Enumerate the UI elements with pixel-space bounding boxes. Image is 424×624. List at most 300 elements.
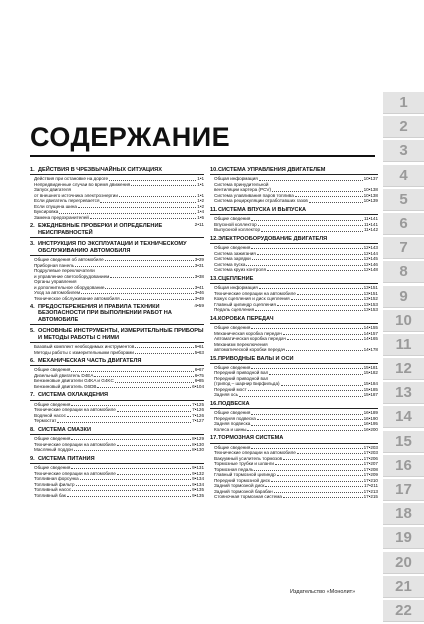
leader-dots <box>75 266 194 267</box>
section-title: СИСТЕМА СМАЗКИ <box>38 426 91 433</box>
entry-title: Система пуска <box>214 261 246 267</box>
entry-title: Технические операции на автомобиле <box>34 441 116 447</box>
leader-dots <box>110 277 193 278</box>
section-title: СЦЕПЛЕНИЕ <box>218 275 254 282</box>
entry-page: 16•190 <box>363 415 378 421</box>
entry-title: Задний тормозной диск <box>214 483 265 489</box>
entry-page: 10•139 <box>363 198 378 204</box>
entry-title: и управление светооборудованием <box>34 273 110 279</box>
entry-page: 12•148 <box>363 267 378 273</box>
leader-dots <box>105 288 193 289</box>
section-header <box>210 401 378 409</box>
section-number: 5. <box>30 328 35 335</box>
entry-title: Технические операции на автомобиле <box>214 290 296 296</box>
entry-page: 3•38 <box>194 273 204 279</box>
leader-dots <box>246 265 362 266</box>
entry-title: Колеса и шины <box>214 426 247 432</box>
entry-page: 8•130 <box>192 441 204 447</box>
chapter-tab-13[interactable]: 13 <box>383 382 424 404</box>
entry-title: Тормозная педаль <box>214 466 254 472</box>
entry-page: 6•85 <box>194 378 204 384</box>
section-header <box>30 392 204 400</box>
section-title: ОСНОВНЫЕ ИНСТРУМЕНТЫ, ИЗМЕРИТЕЛЬНЫЕ ПРИБОРЫ И МЕТОДЫ РАБОТЫ С НИМИ <box>38 328 204 341</box>
entry-page: 16•195 <box>363 421 378 427</box>
leader-dots <box>277 305 363 306</box>
leader-dots <box>257 419 363 420</box>
entry-page: 17•209 <box>363 472 378 478</box>
leader-dots <box>135 353 194 354</box>
section-header <box>210 207 378 215</box>
leader-dots <box>287 339 363 340</box>
entry-page: 9•132 <box>192 470 204 476</box>
section-header <box>30 304 204 325</box>
toc-section <box>210 435 378 499</box>
entry-title: Педаль сцепления <box>214 307 255 313</box>
chapter-tab-17[interactable]: 17 <box>383 479 424 501</box>
toc-entry[interactable] <box>210 227 378 233</box>
leader-dots <box>59 213 196 214</box>
page-title: СОДЕРЖАНИЕ <box>30 122 231 152</box>
entry-page: 16•200 <box>363 426 378 432</box>
entry-page: 13•153 <box>363 307 378 313</box>
toc-section <box>210 276 378 313</box>
toc-entry[interactable] <box>210 392 378 398</box>
toc-section <box>30 167 204 220</box>
leader-dots <box>251 328 362 329</box>
leader-dots <box>71 371 193 372</box>
entry-page: 3•29 <box>194 257 204 263</box>
entry-title: Система круиз контроля <box>214 267 266 273</box>
chapter-tab-4[interactable]: 4 <box>383 165 424 187</box>
leader-dots <box>135 347 193 348</box>
entry-title: Передний приводной вал <box>214 375 269 381</box>
toc-entry[interactable] <box>210 267 378 273</box>
section-title: СИСТЕМА ПИТАНИЯ <box>38 455 95 462</box>
leader-dots <box>269 374 362 375</box>
entry-page: 9•135 <box>192 492 204 498</box>
entry-page: 1•1 <box>197 181 204 187</box>
leader-dots <box>121 299 194 300</box>
entry-page: 15•185 <box>363 386 378 392</box>
entry-page: 17•208 <box>363 466 378 472</box>
entry-page: 15•184 <box>363 381 378 387</box>
title-rule <box>30 155 375 157</box>
entry-page: 11•142 <box>363 227 378 233</box>
entry-title: Передний мост <box>214 386 247 392</box>
section-number: 3. <box>30 241 35 248</box>
toc-section <box>30 241 204 301</box>
toc-section <box>30 427 204 453</box>
toc-entry[interactable] <box>30 418 204 424</box>
entry-page: 1•2 <box>197 198 204 204</box>
leader-dots <box>71 405 191 406</box>
entry-title: Запуск двигателя <box>34 187 71 193</box>
leader-dots <box>94 376 193 377</box>
chapter-tab-21[interactable]: 21 <box>383 576 424 598</box>
entry-title: и дополнительное оборудование <box>34 284 105 290</box>
chapter-tab-14[interactable]: 14 <box>383 406 424 428</box>
entry-page: 17•211 <box>363 483 378 489</box>
entry-page: 13•151 <box>363 290 378 296</box>
toc-section <box>210 236 378 273</box>
section-header <box>30 328 204 343</box>
entry-page: 8•129 <box>192 436 204 442</box>
entry-page: 10•138 <box>363 192 378 198</box>
entry-page: 6•67 <box>194 367 204 373</box>
leader-dots <box>254 470 362 471</box>
section-header <box>30 223 204 238</box>
toc-entry[interactable] <box>30 215 204 221</box>
section-number: 14. <box>210 315 218 322</box>
entry-title: Система улавливания паров топлива <box>214 192 294 198</box>
entry-title: Замена предохранителей <box>34 214 89 220</box>
toc-section <box>30 456 204 498</box>
entry-page: 1•1 <box>197 192 204 198</box>
leader-dots <box>283 497 363 498</box>
entry-page: 8•130 <box>192 447 204 453</box>
entry-title: Кожух сцепления и диск сцепления <box>214 296 290 302</box>
entry-page: 1•2 <box>197 203 204 209</box>
entry-page: 10•137 <box>363 176 378 182</box>
entry-title: Общая информация <box>214 285 258 291</box>
toc-entry[interactable] <box>210 198 378 204</box>
leader-dots <box>74 450 191 451</box>
entry-page: 7•127 <box>192 418 204 424</box>
leader-dots <box>247 430 362 431</box>
leader-dots <box>90 218 196 219</box>
toc-entry[interactable] <box>30 493 204 499</box>
section-number: 16. <box>210 400 218 407</box>
chapter-tab-16[interactable]: 16 <box>383 455 424 477</box>
entry-title: Общие сведения <box>214 325 251 331</box>
chapter-tab-9[interactable]: 9 <box>383 286 424 308</box>
entry-title: Задняя ось <box>214 392 239 398</box>
entry-page: 6•104 <box>192 383 204 389</box>
entry-page: 12•143 <box>363 245 378 251</box>
section-title: ЭЛЕКТРООБОРУДОВАНИЕ ДВИГАТЕЛЯ <box>218 235 328 242</box>
leader-dots <box>258 225 363 226</box>
entry-title: Стояночная тормозная система <box>214 494 282 500</box>
chapter-tab-12[interactable]: 12 <box>383 358 424 380</box>
leader-dots <box>97 387 191 388</box>
leader-dots <box>252 259 363 260</box>
leader-dots <box>248 390 363 391</box>
leader-dots <box>257 254 363 255</box>
chapter-tab-1[interactable]: 1 <box>383 92 424 114</box>
entry-title: Дизельный двигатель D4EA <box>34 372 94 378</box>
entry-title: Общие сведения <box>214 444 251 450</box>
section-number: 15. <box>210 355 218 362</box>
section-header <box>30 427 204 435</box>
section-title: ПРЕДОСТЕРЕЖЕНИЯ И ПРАВИЛА ТЕХНИКИ БЕЗОПАСНОСТИ ПРИ ВЫПОЛНЕНИИ РАБОТ НА АВТОМОБИЛЕ <box>38 304 172 323</box>
entry-title: Непредвиденные случаи во время движения <box>34 181 131 187</box>
entry-title: Передний приводной вал <box>214 370 269 376</box>
section-header <box>210 167 378 175</box>
chapter-tab-22[interactable]: 22 <box>383 600 424 622</box>
entry-title: Базовый комплект необходимых инструментов <box>34 344 135 350</box>
entry-title: Задняя подвеска <box>214 421 251 427</box>
chapter-tab-3[interactable]: 3 <box>383 140 424 162</box>
entry-page: 9•135 <box>192 487 204 493</box>
entry-title: Механическая коробка передач <box>214 330 282 336</box>
section-header <box>210 276 378 284</box>
leader-dots <box>117 474 191 475</box>
entry-title: Топливная форсунка <box>34 476 79 482</box>
entry-title: Главный цилиндр сцепления <box>214 301 276 307</box>
entry-page: 17•203 <box>363 444 378 450</box>
entry-title: Общие сведения <box>214 410 251 416</box>
section-page: 2•11 <box>194 223 204 229</box>
section-number: 2. <box>30 223 35 230</box>
entry-title: Выпускной коллектор <box>214 227 260 233</box>
section-header <box>210 356 378 364</box>
leader-dots <box>309 202 363 203</box>
entry-title: Водяной насос <box>34 412 66 418</box>
toc-column-right <box>210 167 378 503</box>
entry-title: Вакуумный усилитель тормозов <box>214 455 283 461</box>
entry-title: Приборная панель <box>34 262 75 268</box>
leader-dots <box>251 448 362 449</box>
chapter-tab-5[interactable]: 5 <box>383 189 424 211</box>
section-header <box>30 358 204 366</box>
toc-section <box>30 304 204 325</box>
toc-section <box>210 207 378 233</box>
leader-dots <box>251 425 362 426</box>
entry-title: Топливный бак <box>34 492 66 498</box>
entry-title: Общие сведения <box>214 364 251 370</box>
chapter-tab-15[interactable]: 15 <box>383 431 424 453</box>
entry-title: Бензиновые двигатели G4KA и G4KC <box>34 378 114 384</box>
entry-title: Бензиновый двигатель G6DB <box>34 383 97 389</box>
section-number: 12. <box>210 235 218 242</box>
entry-title: Механизм переключения <box>214 341 268 347</box>
entry-title: Общие сведения <box>34 436 71 442</box>
section-number: 17. <box>210 435 218 442</box>
section-title: ПОДВЕСКА <box>218 400 250 407</box>
entry-page: 13•152 <box>363 296 378 302</box>
toc-entry[interactable] <box>30 296 204 302</box>
entry-title: от внешнего источника электроэнергии <box>34 192 118 198</box>
leader-dots <box>297 294 363 295</box>
entry-title: Общие сведения <box>34 401 71 407</box>
leader-dots <box>291 299 363 300</box>
chapter-tab-20[interactable]: 20 <box>383 552 424 574</box>
entry-title: Если спущена шина <box>34 203 77 209</box>
entry-page: 14•155 <box>363 325 378 331</box>
entry-title: Органы управления <box>34 279 77 285</box>
entry-page: 15•182 <box>363 370 378 376</box>
entry-page: 5•63 <box>194 349 204 355</box>
toc-section <box>30 223 204 238</box>
entry-page: 12•144 <box>363 250 378 256</box>
entry-page: 7•126 <box>192 412 204 418</box>
entry-title: Техническое обслуживание автомобиля <box>34 295 120 301</box>
leader-dots <box>259 288 363 289</box>
leader-dots <box>275 464 363 465</box>
section-title: ТОРМОЗНАЯ СИСТЕМА <box>218 435 284 442</box>
entry-title: Буксировка <box>34 209 59 215</box>
leader-dots <box>271 481 363 482</box>
entry-page: 7•125 <box>192 401 204 407</box>
entry-page: 1•1 <box>197 176 204 182</box>
entry-page: 15•187 <box>363 392 378 398</box>
entry-page: 17•215 <box>363 494 378 500</box>
entry-title: (трипод – шарнир Бирфильда) <box>214 381 280 387</box>
entry-page: 12•145 <box>363 256 378 262</box>
section-title: ЕЖЕДНЕВНЫЕ ПРОВЕРКИ И ОПРЕДЕЛЕНИЕ НЕИСПРАВНОСТЕЙ <box>38 223 163 236</box>
section-title: КОРОБКА ПЕРЕДАЧ <box>218 315 274 322</box>
section-number: 1. <box>30 167 35 173</box>
leader-dots <box>109 180 196 181</box>
section-number: 9. <box>30 455 35 462</box>
section-number: 10. <box>210 167 218 173</box>
chapter-tab-6[interactable]: 6 <box>383 213 424 235</box>
entry-title: Технические операции на автомобиле <box>214 450 296 456</box>
entry-page: 3•41 <box>194 284 204 290</box>
leader-dots <box>297 453 363 454</box>
entry-title: Топливный насос <box>34 487 72 493</box>
entry-page: 13•151 <box>363 285 378 291</box>
entry-title: Масляный поддон <box>34 447 73 453</box>
toc-section <box>210 316 378 353</box>
section-title: ИНСТРУКЦИЯ ПО ЭКСПЛУАТАЦИИ И ТЕХНИЧЕСКОМУ ОБСЛУЖИВАНИЮ АВТОМОБИЛЯ <box>38 241 187 254</box>
leader-dots <box>71 468 191 469</box>
entry-page: 17•213 <box>363 488 378 494</box>
entry-page: 3•49 <box>194 295 204 301</box>
entry-title: Общая информация <box>214 176 258 182</box>
entry-title: Общие сведения <box>214 216 251 222</box>
leader-dots <box>267 270 363 271</box>
entry-page: 17•207 <box>363 461 378 467</box>
entry-page: 11•141 <box>363 221 378 227</box>
leader-dots <box>115 382 194 383</box>
leader-dots <box>274 492 363 493</box>
entry-page: 16•189 <box>363 410 378 416</box>
entry-page: 1•4 <box>197 209 204 215</box>
entry-title: Автоматическая коробка передач <box>214 336 286 342</box>
toc-column-left <box>30 167 204 501</box>
section-header <box>210 236 378 244</box>
entry-page: 9•134 <box>192 481 204 487</box>
entry-page: 14•165 <box>363 336 378 342</box>
entry-title: Передний тормозной диск <box>214 477 270 483</box>
entry-page: 12•146 <box>363 261 378 267</box>
chapter-tab-2[interactable]: 2 <box>383 116 424 138</box>
leader-dots <box>283 334 363 335</box>
toc-entry[interactable] <box>210 307 378 313</box>
toc-section <box>30 328 204 355</box>
entry-page: 3•46 <box>194 290 204 296</box>
leader-dots <box>131 185 196 186</box>
chapter-tabs <box>383 92 424 624</box>
section-title: МЕХАНИЧЕСКАЯ ЧАСТЬ ДВИГАТЕЛЯ <box>38 358 142 365</box>
publisher-imprint: Издательство «Монолит» <box>290 589 356 595</box>
leader-dots <box>251 414 362 415</box>
entry-page: 14•157 <box>363 330 378 336</box>
toc-entry[interactable] <box>210 347 378 353</box>
section-title: СИСТЕМА ОХЛАЖДЕНИЯ <box>38 392 109 399</box>
entry-page: 7•126 <box>192 407 204 413</box>
entry-title: Технические операции на автомобиле <box>34 407 116 413</box>
entry-title: Система принудительной <box>214 181 269 187</box>
entry-title: Система зарядки <box>214 256 251 262</box>
leader-dots <box>286 350 362 351</box>
entry-title: Передняя подвеска <box>214 415 256 421</box>
section-number: 7. <box>30 392 35 399</box>
leader-dots <box>78 207 196 208</box>
toc-section <box>30 358 204 389</box>
leader-dots <box>281 385 363 386</box>
entry-title: Уход за автомобилем <box>34 290 81 296</box>
entry-page: 9•134 <box>192 476 204 482</box>
leader-dots <box>239 396 363 397</box>
entry-title: Методы работы с измерительными приборами <box>34 349 134 355</box>
leader-dots <box>80 479 191 480</box>
toc-section <box>210 167 378 204</box>
toc-entry[interactable] <box>30 384 204 390</box>
toc-section <box>30 392 204 423</box>
entry-title: Тормозные трубки и шланги <box>214 461 274 467</box>
toc-entry[interactable] <box>210 427 378 433</box>
chapter-tab-11[interactable]: 11 <box>383 334 424 356</box>
leader-dots <box>119 196 196 197</box>
toc-entry[interactable] <box>210 494 378 500</box>
leader-dots <box>117 445 191 446</box>
toc-entry[interactable] <box>30 350 204 356</box>
section-number: 6. <box>30 358 35 365</box>
leader-dots <box>259 180 363 181</box>
entry-page: 6•75 <box>194 372 204 378</box>
leader-dots <box>255 310 363 311</box>
entry-page: 17•206 <box>363 455 378 461</box>
entry-title: Действия при остановке на дороге <box>34 176 109 182</box>
leader-dots <box>71 439 191 440</box>
chapter-tab-18[interactable]: 18 <box>383 503 424 525</box>
entry-page: 15•181 <box>363 364 378 370</box>
entry-title: Термостат <box>34 418 57 424</box>
entry-title: автоматической коробки передач <box>214 347 286 353</box>
leader-dots <box>251 220 363 221</box>
leader-dots <box>67 416 191 417</box>
chapter-tab-10[interactable]: 10 <box>383 310 424 332</box>
leader-dots <box>76 485 192 486</box>
section-number: 8. <box>30 426 35 433</box>
section-header <box>30 241 204 256</box>
section-title: СИСТЕМА ВПУСКА И ВЫПУСКА <box>218 206 307 213</box>
section-title: ДЕЙСТВИЯ В ЧРЕЗВЫЧАЙНЫХ СИТУАЦИЯХ <box>38 167 162 173</box>
entry-title: вентиляции картера (PCV) <box>214 187 271 193</box>
entry-page: 14•178 <box>363 347 378 353</box>
entry-page: 17•210 <box>363 477 378 483</box>
entry-page: 9•131 <box>192 465 204 471</box>
section-page: 4•59 <box>194 304 204 310</box>
entry-title: Топливный фильтр <box>34 481 75 487</box>
leader-dots <box>105 260 194 261</box>
entry-title: Общие сведения об автомобиле <box>34 257 104 263</box>
leader-dots <box>251 368 362 369</box>
entry-title: Если двигатель перегревается <box>34 198 100 204</box>
leader-dots <box>295 196 363 197</box>
entry-page: 1•5 <box>197 214 204 220</box>
toc-section <box>210 401 378 432</box>
entry-title: Общие сведения <box>34 465 71 471</box>
chapter-tab-19[interactable]: 19 <box>383 527 424 549</box>
toc-section <box>210 356 378 398</box>
toc-entry[interactable] <box>30 447 204 453</box>
chapter-tab-8[interactable]: 8 <box>383 261 424 283</box>
entry-title: Главный тормозной цилиндр <box>214 472 276 478</box>
chapter-tab-7[interactable]: 7 <box>383 237 424 259</box>
